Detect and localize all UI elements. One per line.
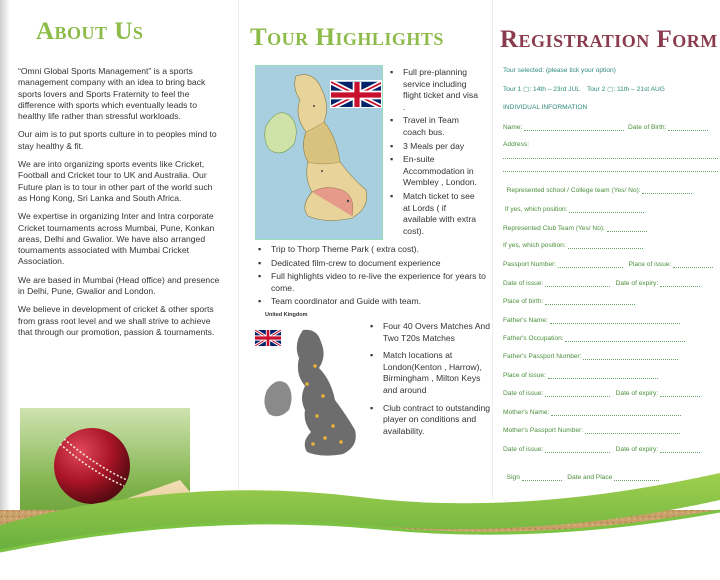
fathers-name-field[interactable] [503, 317, 680, 324]
about-paragraph: We are into organizing sports events like Cricket, Football and Cricket tour to UK and Australia. Our Future plan is to tour in other part of the world such as Hong Kong, Sri Lanka and South Africa. [18, 159, 213, 203]
registration-title: Registration Form [500, 26, 718, 53]
date-of-issue-label: Date of issue: [503, 280, 544, 287]
tour-options [503, 85, 665, 93]
match-details-list [370, 321, 490, 439]
passport-number-field[interactable] [503, 261, 713, 268]
tour2-option[interactable]: Tour 2 ▢: 11th – 21st AUG [586, 86, 665, 93]
dob-label: Date of Birth: [627, 124, 667, 131]
about-title: About Us [36, 18, 144, 45]
passport-number-label: Passport Number: [503, 261, 557, 268]
mothers-passport-field[interactable] [503, 427, 680, 434]
list-item: ▪ Full pre-planning service including flight ticket and visa . [390, 67, 480, 113]
panel-divider [238, 0, 239, 500]
fathers-occupation-field[interactable] [503, 335, 685, 342]
about-text [18, 66, 223, 345]
about-paragraph: “Omni Global Sports Management” is a sports management company with an idea to bring back sports lovers and Sports Fraternity to feel the difference with sports which eventually leads to healthy life rather than stressful workloads. [18, 66, 206, 122]
club-position-label: If yes, which position: [503, 242, 566, 249]
list-item: ▪ En-suite Accommodation in Wembley , London. [390, 154, 480, 189]
address-label: Address: [503, 141, 530, 148]
list-item: ▪ Travel in Team coach bus. [390, 115, 480, 138]
club-team-field[interactable] [503, 225, 647, 232]
date-place-label: Date and Place [567, 474, 613, 481]
school-position-field[interactable] [503, 206, 644, 213]
tour-extras-list [258, 244, 493, 310]
date-of-issue-label: Date of issue: [503, 390, 544, 397]
school-position-label: If yes, which position: [504, 206, 568, 213]
map-label: United Kingdom [265, 312, 308, 318]
name-label: Name: [503, 124, 523, 131]
list-item: ▪ Club contract to outstanding player on conditions and availability. [370, 403, 490, 438]
list-item: ▪ Team coordinator and Guide with team. [258, 296, 493, 308]
list-item: ▪ Match locations at London(Kenton , Harrow), Birmingham , Milton Keys and around [370, 350, 490, 396]
uk-locations-map [255, 312, 365, 462]
about-paragraph: We expertise in organizing Inter and Intra corporate Cricket tournaments across Mumbai, Pune, Konkan areas, Delhi and Gwalior. We have also arranged tournaments associated with Mumbai Cricket Association. [18, 211, 215, 267]
individual-info-heading: INDIVIDUAL INFORMATION [503, 104, 588, 111]
school-team-field[interactable] [503, 187, 692, 194]
mothers-name-label: Mother's Name: [503, 409, 550, 416]
place-of-issue-label: Place of issue: [503, 372, 546, 379]
place-of-birth-label: Place of birth: [503, 298, 544, 305]
about-paragraph: We are based in Mumbai (Head office) and presence in Delhi, Pune, Gwalior and London. [18, 274, 220, 297]
tour-selected-label: Tour selected: (please tick your option) [503, 67, 616, 74]
date-of-issue-field[interactable] [503, 280, 700, 287]
list-item: ▪ Full highlights video to re-live the experience for years to come. [258, 271, 493, 294]
list-item: ▪ Match ticket to see at Lords ( if available with extra cost). [390, 191, 480, 237]
tour-highlights-list [390, 67, 480, 239]
place-of-issue-field[interactable] [503, 372, 658, 379]
place-of-issue-label: Place of issue: [628, 261, 672, 268]
date-of-issue-field[interactable] [503, 446, 700, 453]
date-of-issue-field[interactable] [503, 390, 700, 397]
list-item: ▪ Trip to Thorp Theme Park ( extra cost). [258, 244, 493, 256]
date-of-issue-label: Date of issue: [503, 446, 544, 453]
name-field[interactable] [503, 124, 708, 131]
about-paragraph: We believe in development of cricket & other sports from grass root level and we shall strive to achieve that through our promotion, passion & tournaments. [18, 304, 215, 337]
date-of-expiry-label: Date of expiry: [615, 446, 659, 453]
club-position-field[interactable] [503, 242, 643, 249]
school-team-label: Represented school / College team (Yes/ No): [506, 187, 641, 194]
address-field[interactable] [503, 141, 529, 148]
list-item: ▪ 3 Meals per day [390, 141, 480, 153]
fathers-passport-label: Father's Passport Number: [503, 353, 582, 360]
sign-label: Sign [506, 474, 520, 481]
fathers-name-label: Father's Name: [503, 317, 548, 324]
date-of-expiry-label: Date of expiry: [615, 280, 659, 287]
mothers-passport-label: Mother's Passport Number: [503, 427, 584, 434]
address-line[interactable] [503, 165, 718, 172]
decorative-wave [0, 455, 720, 580]
tour-title: Tour Highlights [250, 24, 444, 51]
about-paragraph: Our aim is to put sports culture in to peoples mind to stay healthy & fit. [18, 129, 217, 151]
list-item: ▪ Dedicated film-crew to document experience [258, 258, 493, 270]
place-of-birth-field[interactable] [503, 298, 635, 305]
fathers-occupation-label: Father's Occupation: [503, 335, 564, 342]
date-of-expiry-label: Date of expiry: [615, 390, 659, 397]
tour1-option[interactable]: Tour 1 ▢: 14th – 23rd JUL [503, 86, 580, 93]
uk-flag-icon [330, 80, 382, 108]
mothers-name-field[interactable] [503, 409, 681, 416]
fathers-passport-field[interactable] [503, 353, 678, 360]
list-item: ▪ Four 40 Overs Matches And Two T20s Matches [370, 321, 490, 344]
address-line[interactable] [503, 152, 718, 159]
club-team-label: Represented Club Team (Yes/ No): [503, 225, 605, 232]
